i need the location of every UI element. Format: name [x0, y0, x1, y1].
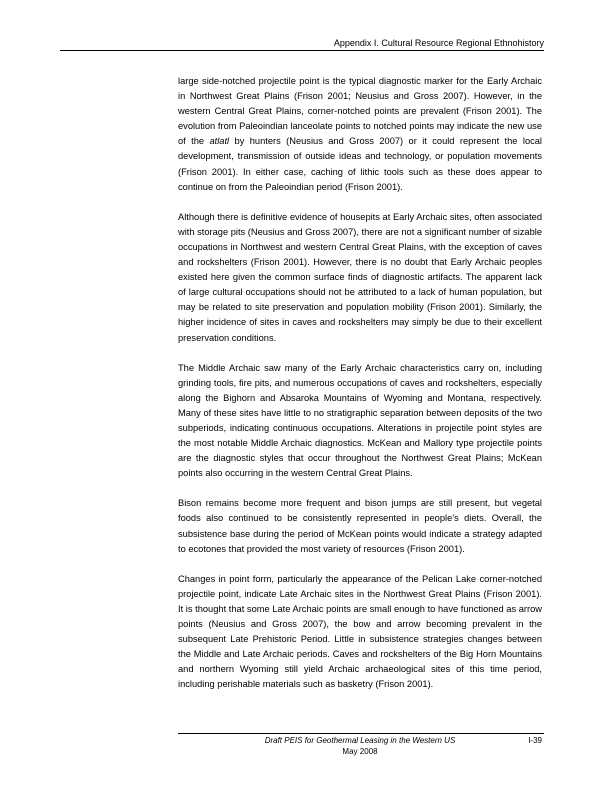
footer-date: May 2008 [342, 747, 378, 756]
paragraph-4: Bison remains become more frequent and bison jumps are still present, but vegetal foods also continued to be consistently represented in people’s diets. Overall, the subsistence base during the period of McKean points would indicate a strategy adapted to ecotones that provided the most variety of resources (Frison 2001). [178, 498, 542, 554]
atlatl-term: atlatl [209, 136, 230, 147]
paragraph-1-part-b: by hunters (Neusius and Gross 2007) or it could represent the local development, transmission of outside ideas and technology, or population movements (Frison 2001). In either case, caching of lithic tools such as these does appear to continue on from the Paleoindian period (Frison 2001). [178, 136, 542, 192]
footer-document-title: Draft PEIS for Geothermal Leasing in the Western US [264, 736, 456, 745]
paragraph-1 [178, 74, 542, 195]
paragraph-2: Although there is definitive evidence of housepits at Early Archaic sites, often associated with storage pits (Neusius and Gross 2007), there are not a significant number of sizable occupations in Northwest and western Central Great Plains, with the exception of caves and rockshelters (Frison 2001). However, there is no doubt that Early Archaic peoples existed here given the common surface finds of diagnostic artifacts. The apparent lack of large cultural occupations should not be attributed to a lack of human population, but may be related to site preservation and population mobility (Frison 2001). Similarly, the higher incidence of sites in caves and rockshelters may simply be due to their excellent preservation conditions. [178, 211, 542, 343]
page-number: I-39 [528, 736, 542, 745]
paragraph-3: The Middle Archaic saw many of the Early Archaic characteristics carry on, including grinding tools, fire pits, and numerous occupations of caves and rockshelters, especially along the Bighorn and Absaroka Mountains of Wyoming and Montana, respectively. Many of these sites have little to no stratigraphic separation between deposits of the two subperiods, indicating continuous occupations. Alterations in projectile point styles are the most notable Middle Archaic diagnostics. McKean and Mallory type projectile points are the diagnostic styles that occur throughout the Northwest Great Plains; McKean points also occurring in the western Central Great Plains. [178, 362, 542, 479]
paragraph-1-part-a: large side-notched projectile point is the typical diagnostic marker for the Early Archaic in Northwest Great Plains (Frison 2001; Neusius and Gross 2007). However, in the western Central Great Plains, corner-notched points are prevalent (Frison 2001). The evolution from Paleoindian lanceolate points to notched points may indicate the new use of the [178, 76, 542, 147]
paragraph-5: Changes in point form, particularly the appearance of the Pelican Lake corner-notched projectile point, indicate Late Archaic sites in the Northwest Great Plains (Frison 2001). It is thought that some Late Archaic points are small enough to have functioned as arrow points (Neusius and Gross 2007), the bow and arrow becoming prevalent in the subsequent Late Prehistoric Period. Little in subsistence strategies changes between the Middle and Late Archaic periods. Caves and rockshelters of the Big Horn Mountains and northern Wyoming still yield Archaic archaeological sites of this time period, including perishable materials such as basketry (Frison 2001). [178, 573, 542, 690]
running-header: Appendix I. Cultural Resource Regional Ethnohistory [60, 38, 544, 51]
body-text [178, 74, 542, 707]
footer-divider [178, 733, 544, 734]
